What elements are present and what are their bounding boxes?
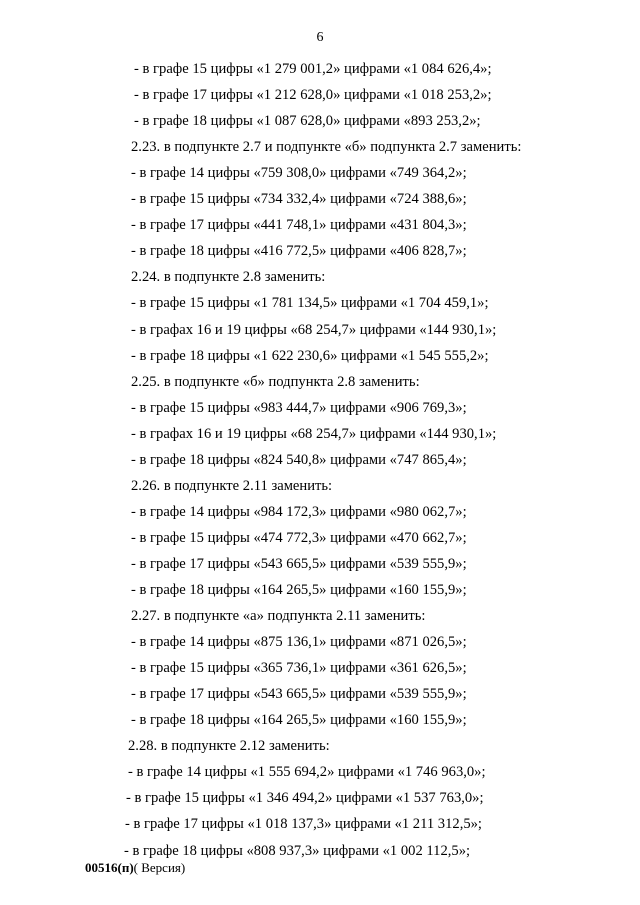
document-version: ( Версия): [133, 860, 186, 875]
text-line: - в графе 18 цифры «824 540,8» цифрами «747 865,4»;: [131, 452, 467, 468]
text-line: 2.26. в подпункте 2.11 заменить:: [131, 478, 333, 494]
text-line: 2.27. в подпункте «а» подпункта 2.11 заменить:: [131, 608, 426, 624]
text-line: - в графе 15 цифры «1 279 001,2» цифрами «1 084 626,4»;: [134, 61, 492, 77]
text-line: - в графе 18 цифры «164 265,5» цифрами «160 155,9»;: [131, 712, 467, 728]
document-code: 00516(п): [85, 860, 134, 875]
text-line: - в графе 14 цифры «759 308,0» цифрами «749 364,2»;: [131, 165, 467, 181]
text-line: - в графе 15 цифры «983 444,7» цифрами «906 769,3»;: [131, 400, 467, 416]
text-line: - в графе 18 цифры «164 265,5» цифрами «160 155,9»;: [131, 582, 467, 598]
text-line: - в графе 15 цифры «734 332,4» цифрами «724 388,6»;: [131, 191, 467, 207]
text-line: - в графе 18 цифры «1 087 628,0» цифрами «893 253,2»;: [134, 113, 481, 129]
text-line: - в графе 17 цифры «543 665,5» цифрами «539 555,9»;: [131, 686, 467, 702]
text-line: - в графах 16 и 19 цифры «68 254,7» цифрами «144 930,1»;: [131, 322, 497, 338]
page-number: 6: [316, 30, 324, 45]
text-line: - в графе 14 цифры «984 172,3» цифрами «980 062,7»;: [131, 504, 467, 520]
text-line: - в графе 15 цифры «365 736,1» цифрами «361 626,5»;: [131, 660, 467, 676]
text-line: - в графе 18 цифры «416 772,5» цифрами «406 828,7»;: [131, 243, 467, 259]
text-line: 2.28. в подпункте 2.12 заменить:: [128, 738, 330, 754]
text-line: - в графе 18 цифры «1 622 230,6» цифрами «1 545 555,2»;: [131, 348, 489, 364]
text-line: - в графе 17 цифры «543 665,5» цифрами «539 555,9»;: [131, 556, 467, 572]
text-line: 2.25. в подпункте «б» подпункта 2.8 заменить:: [131, 374, 420, 390]
text-line: 2.23. в подпункте 2.7 и подпункте «б» подпункта 2.7 заменить:: [131, 139, 522, 155]
text-line: - в графе 17 цифры «1 212 628,0» цифрами «1 018 253,2»;: [134, 87, 492, 103]
text-line: - в графе 15 цифры «1 781 134,5» цифрами «1 704 459,1»;: [131, 295, 489, 311]
text-line: - в графах 16 и 19 цифры «68 254,7» цифрами «144 930,1»;: [131, 426, 497, 442]
text-line: - в графе 14 цифры «875 136,1» цифрами «871 026,5»;: [131, 634, 467, 650]
document-footer: [85, 859, 185, 877]
text-line: 2.24. в подпункте 2.8 заменить:: [131, 269, 326, 285]
text-line: - в графе 17 цифры «1 018 137,3» цифрами «1 211 312,5»;: [125, 816, 482, 832]
text-line: - в графе 14 цифры «1 555 694,2» цифрами «1 746 963,0»;: [128, 764, 486, 780]
text-line: - в графе 18 цифры «808 937,3» цифрами «1 002 112,5»;: [124, 843, 471, 859]
text-line: - в графе 17 цифры «441 748,1» цифрами «431 804,3»;: [131, 217, 467, 233]
text-line: - в графе 15 цифры «1 346 494,2» цифрами «1 537 763,0»;: [126, 790, 484, 806]
text-line: - в графе 15 цифры «474 772,3» цифрами «470 662,7»;: [131, 530, 467, 546]
